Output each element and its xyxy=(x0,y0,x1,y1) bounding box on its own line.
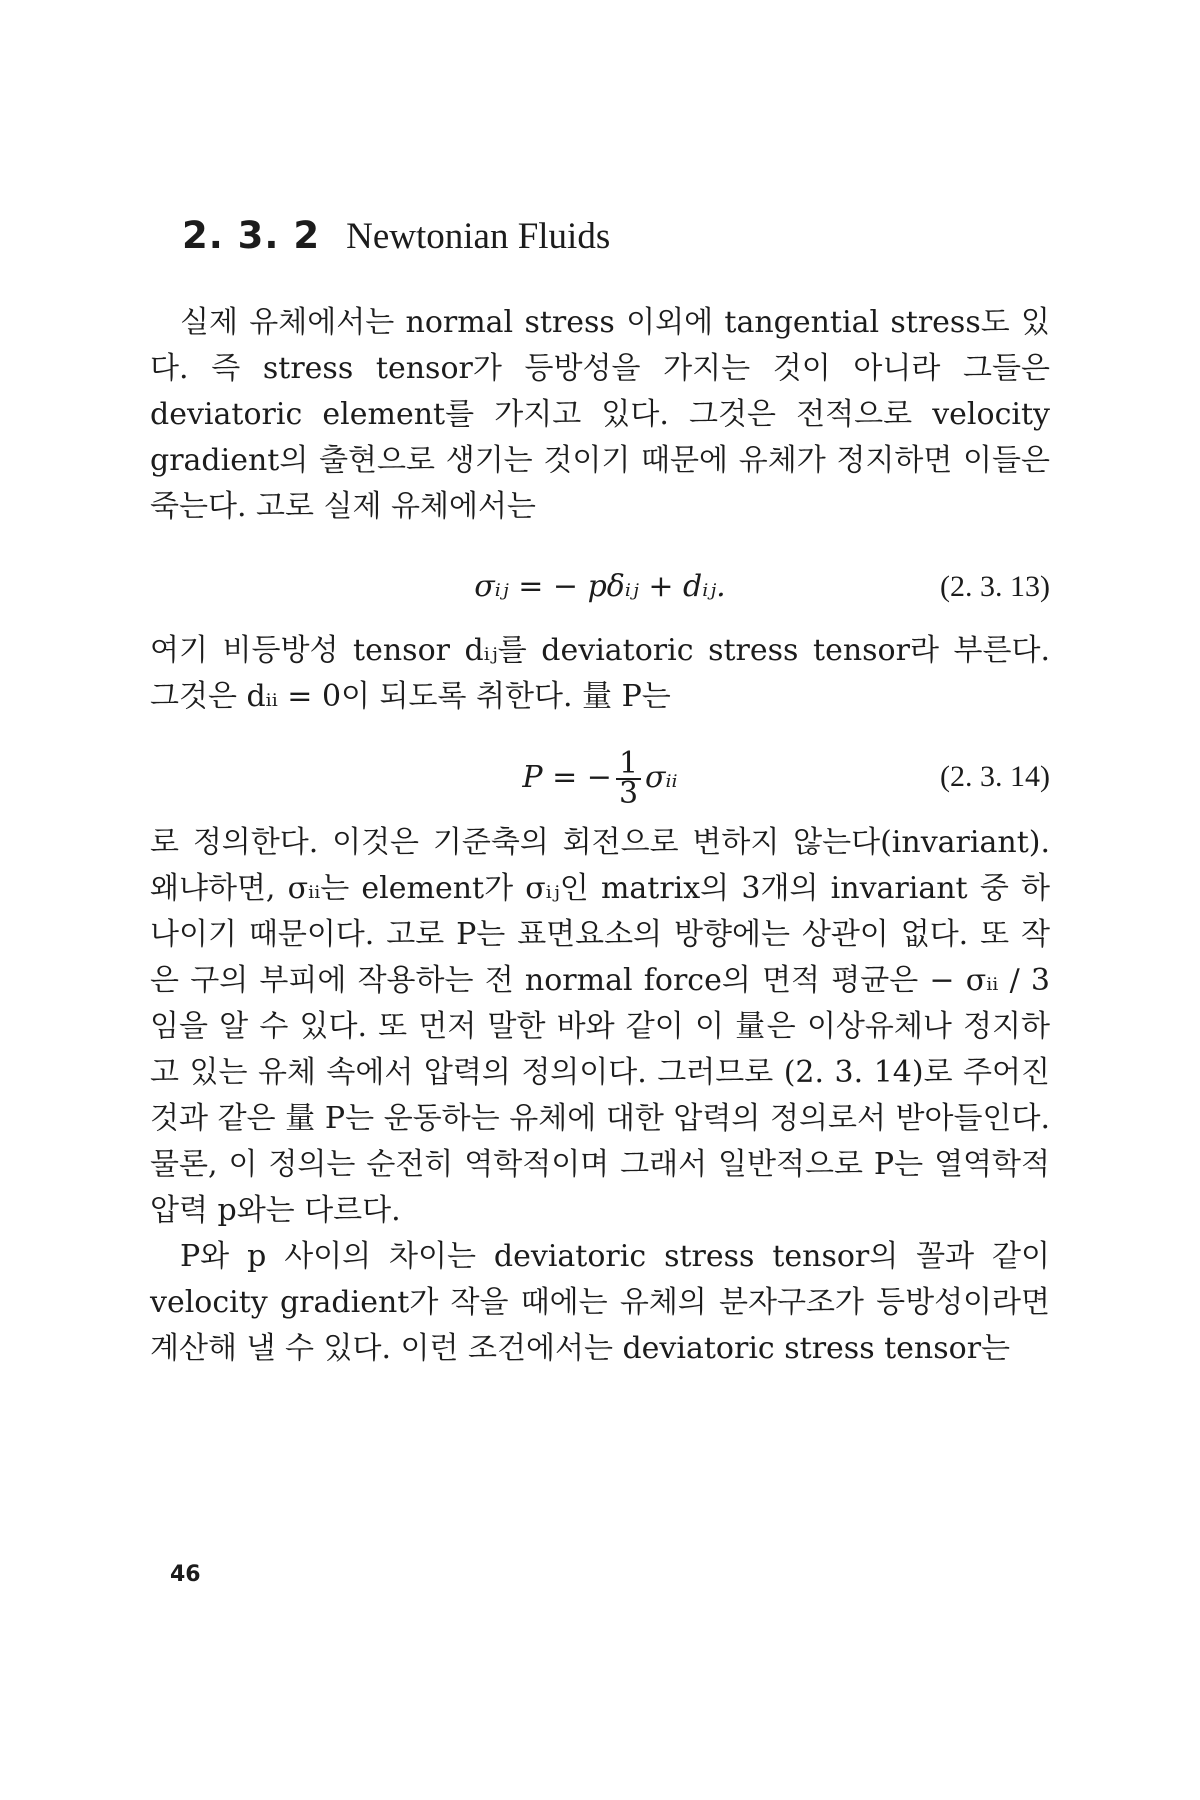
fraction-denominator: 3 xyxy=(618,776,639,811)
section-number: 2. 3. 2 xyxy=(182,214,321,257)
fraction-numerator: 1 xyxy=(616,750,641,780)
equation-rhs: σᵢᵢ xyxy=(645,760,678,795)
equation-lhs: P = − xyxy=(522,760,612,795)
section-title: Newtonian Fluids xyxy=(346,216,611,257)
body-block-1 xyxy=(150,300,1050,530)
section-heading xyxy=(182,212,610,261)
body-block-3 xyxy=(150,820,1050,1372)
paragraph-4: P와 p 사이의 차이는 deviatoric stress tensor의 꼴과 같이 velocity gradient가 작을 때에는 유체의 분자구조가 등방성이라면 계산해 낼 수 있다. 이런 조건에서는 deviatoric stress tensor는 xyxy=(150,1239,1050,1366)
page-number: 46 xyxy=(170,1562,201,1587)
fraction xyxy=(616,746,641,811)
equation-2-3-14 xyxy=(150,746,1050,811)
paragraph-2: 여기 비등방성 tensor dᵢⱼ를 deviatoric stress tensor라 부른다. 그것은 dᵢᵢ = 0이 되도록 취한다. 量 P는 xyxy=(150,633,1050,714)
equation-2-3-13 xyxy=(150,560,1050,614)
body-block-2 xyxy=(150,628,1050,720)
equation-expression xyxy=(390,746,810,811)
equation-expression: σᵢⱼ = − pδᵢⱼ + dᵢⱼ. xyxy=(474,569,726,604)
paragraph-1: 실제 유체에서는 normal stress 이외에 tangential stress도 있다. 즉 stress tensor가 등방성을 가지는 것이 아니라 그들은 deviatoric element를 가지고 있다. 그것은 전적으로 velocity gradient의 출현으로 생기는 것이기 때문에 유체가 정지하면 이들은 죽는다. 고로 실제 유체에서는 xyxy=(150,305,1050,524)
equation-label: (2. 3. 14) xyxy=(940,760,1050,793)
equation-label: (2. 3. 13) xyxy=(940,570,1050,603)
paragraph-3: 로 정의한다. 이것은 기준축의 회전으로 변하지 않는다(invariant). 왜냐하면, σᵢᵢ는 element가 σᵢⱼ인 matrix의 3개의 invariant 중 하나이기 때문이다. 고로 P는 표면요소의 방향에는 상관이 없다. 또 작은 구의 부피에 작용하는 전 normal force의 면적 평균은 − σᵢᵢ / 3임을 알 수 있다. 또 먼저 말한 바와 같이 이 量은 이상유체나 정지하고 있는 유체 속에서 압력의 정의이다. 그러므로 (2. 3. 14)로 주어진 것과 같은 量 P는 운동하는 유체에 대한 압력의 정의로서 받아들인다. 물론, 이 정의는 순전히 역학적이며 그래서 일반적으로 P는 열역학적 압력 p와는 다르다. xyxy=(150,825,1050,1228)
